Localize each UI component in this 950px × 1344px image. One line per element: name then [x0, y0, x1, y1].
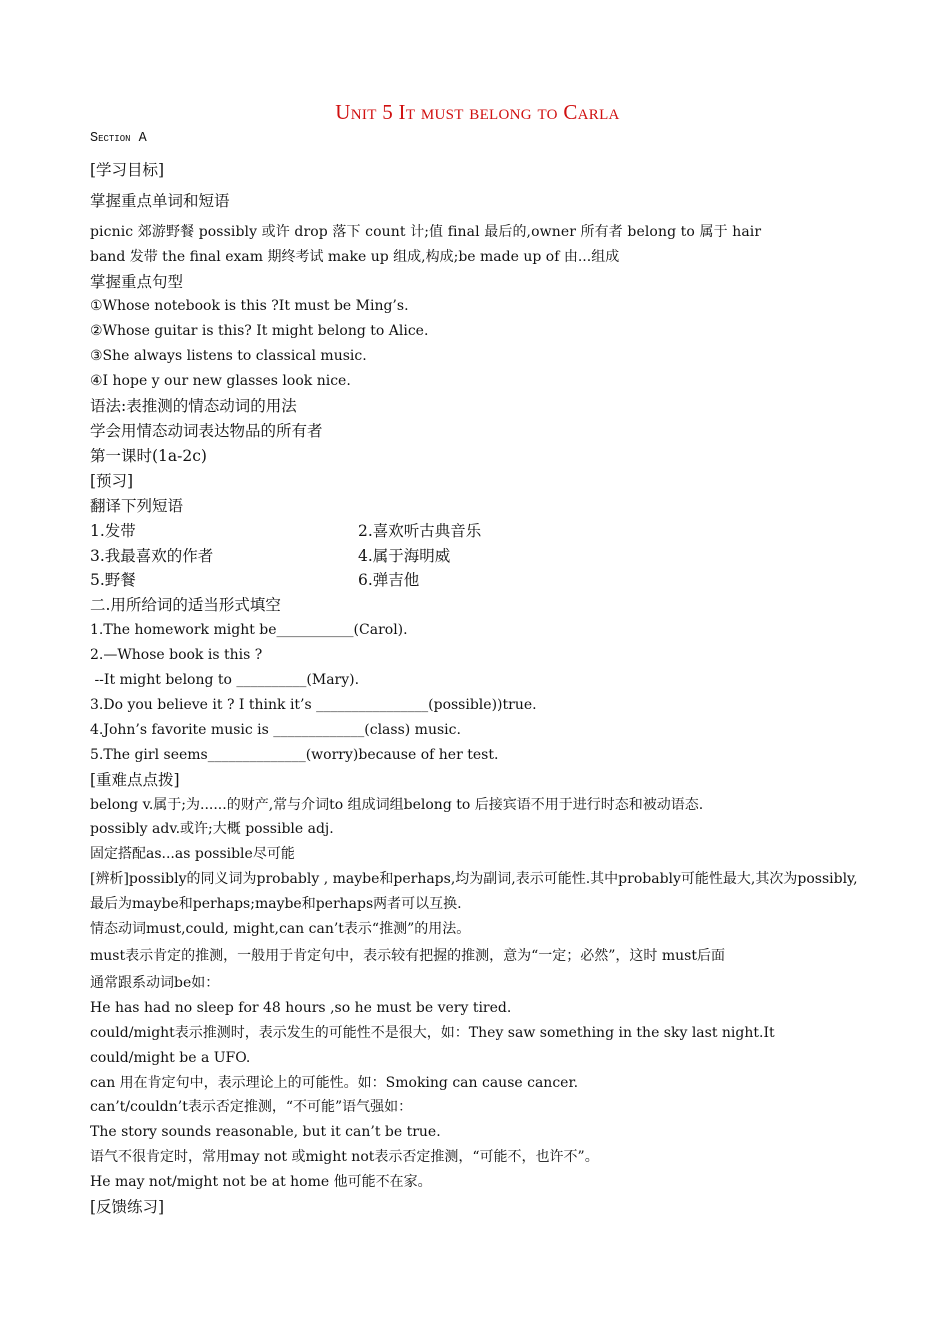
modal-line: He has had no sleep for 48 hours ,so he must be very tired.	[90, 999, 512, 1016]
document-page	[90, 100, 865, 1220]
lesson-line: 第一课时(1a-2c)	[90, 446, 207, 465]
vocab-heading: 掌握重点单词和短语	[90, 191, 230, 210]
sentence-item: ①Whose notebook is this ?It must be Ming’s.	[90, 298, 409, 315]
key-heading: [重难点点拨]	[90, 770, 180, 789]
vocab-line: band 发带 the final exam 期终考试 make up 组成,构成;be made up of 由...组成	[90, 248, 620, 265]
modal-line: The story sounds reasonable, but it can’t be true.	[90, 1124, 441, 1141]
modal-line: could/might表示推测时，表示发生的可能性不是很大，如：They saw something in the sky last night.It	[90, 1024, 775, 1041]
phrase-item: 5.野餐	[90, 571, 136, 590]
modal-line: 情态动词must,could, might,can can’t表示“推测”的用法。	[90, 921, 471, 938]
key-line: 固定搭配as...as possible尽可能	[90, 846, 295, 863]
phrase-row	[90, 519, 865, 544]
key-line: possibly adv.或许;大概 possible adj.	[90, 821, 334, 838]
phrase-item: 2.喜欢听古典音乐	[358, 521, 482, 540]
objectives-heading: [学习目标]	[90, 160, 165, 179]
modal-line: can’t/couldn’t表示否定推测，“不可能”语气强如：	[90, 1099, 413, 1116]
fill-heading: 二.用所给词的适当形式填空	[90, 596, 281, 615]
modal-line: could/might be a UFO.	[90, 1049, 251, 1066]
phrase-item: 4.属于海明威	[358, 546, 451, 565]
phrase-row	[90, 544, 865, 569]
key-line: belong v.属于;为......的财产,常与介词to 组成词组belong to 后接宾语不用于进行时态和被动语态.	[90, 796, 704, 813]
learn-line: 学会用情态动词表达物品的所有者	[90, 421, 323, 440]
modal-line: 语气不很肯定时，常用may not 或might not表示否定推测，“可能不，也许不”。	[90, 1149, 599, 1166]
fill-item: 3.Do you believe it ? I think it’s ________________(possible))true.	[90, 696, 537, 713]
modal-line: can 用在肯定句中，表示理论上的可能性。如：Smoking can cause cancer.	[90, 1074, 579, 1091]
preview-heading: [预习]	[90, 471, 134, 490]
feedback-heading: [反馈练习]	[90, 1198, 165, 1217]
fill-item: 2.—Whose book is this ?	[90, 647, 263, 664]
grammar-line: 语法:表推测的情态动词的用法	[90, 397, 297, 416]
modal-line: must表示肯定的推测，一般用于肯定句中，表示较有把握的推测，意为“一定；必然”，这时 must后面	[90, 948, 725, 964]
phrase-row	[90, 568, 865, 593]
fill-item: 4.John’s favorite music is _____________(class) music.	[90, 721, 461, 738]
phrase-item: 1.发带	[90, 521, 136, 540]
sentence-item: ④I hope y our new glasses look nice.	[90, 373, 351, 390]
sentence-item: ②Whose guitar is this? It might belong to Alice.	[90, 323, 429, 340]
sentence-heading: 掌握重点句型	[90, 272, 184, 291]
page-title: Unit 5 It must belong to Carla	[335, 100, 620, 124]
vocab-line: picnic 郊游野餐 possibly 或许 drop 落下 count 计;值 final 最后的,owner 所有者 belong to 属于 hair	[90, 223, 762, 240]
analysis-paragraph: [辨析]possibly的同义词为probably , maybe和perhaps,均为副词,表示可能性.其中probably可能性最大,其次为possibly,最后为maybe和perhaps;maybe和perhaps两者可以互换.	[90, 871, 858, 913]
fill-item: 1.The homework might be___________(Carol).	[90, 622, 408, 639]
phrase-item: 6.弹吉他	[358, 571, 420, 590]
translate-heading: 翻译下列短语	[90, 496, 184, 515]
modal-line: 通常跟系动词be如：	[90, 974, 220, 991]
fill-item: --It might belong to __________(Mary).	[90, 672, 360, 689]
sentence-item: ③She always listens to classical music.	[90, 348, 367, 365]
fill-item: 5.The girl seems______________(worry)because of her test.	[90, 746, 499, 763]
section-label: Section A	[90, 131, 147, 146]
modal-line: He may not/might not be at home 他可能不在家。	[90, 1174, 432, 1191]
phrase-item: 3.我最喜欢的作者	[90, 546, 214, 565]
